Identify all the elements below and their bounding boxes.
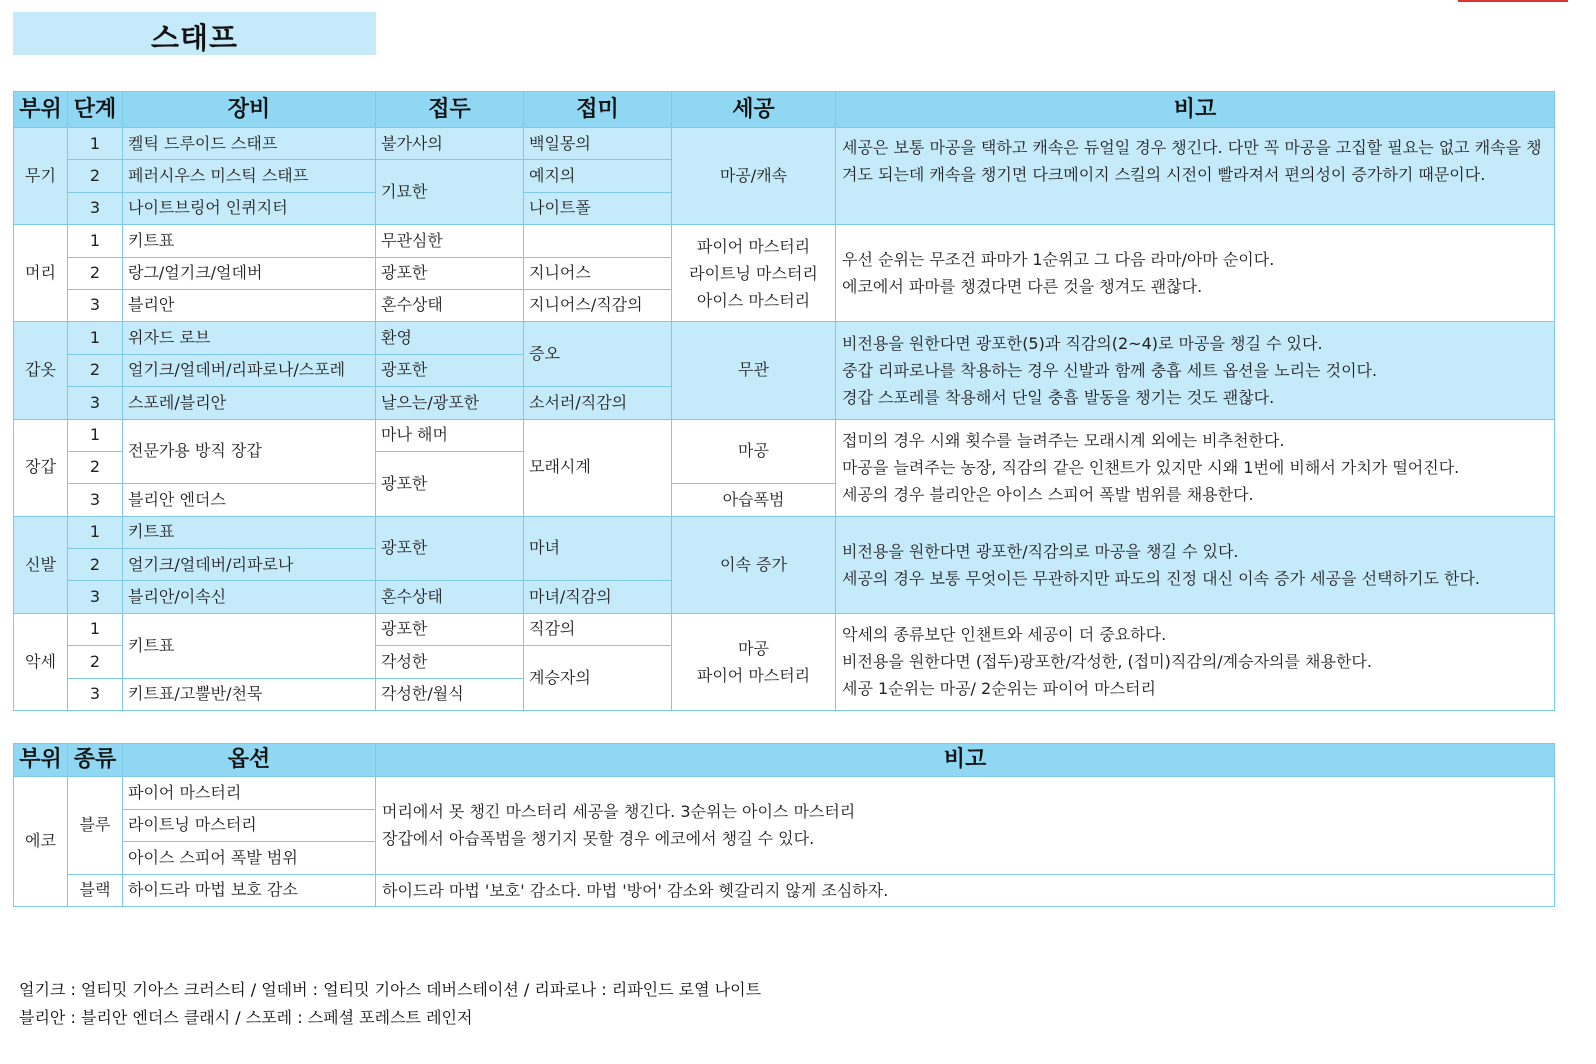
note-cell: 하이드라 마법 '보호' 감소다. 마법 '방어' 감소와 헷갈리지 않게 조심하자. bbox=[376, 874, 1555, 907]
prefix-cell: 혼수상태 bbox=[376, 581, 524, 613]
note-cell: 세공은 보통 마공을 택하고 캐속은 듀얼일 경우 챙긴다. 다만 꼭 마공을 고집할 필요는 없고 캐속을 챙겨도 되는데 캐속을 챙기면 다크메이지 스킬의 시전이 빨라져서 편의성이 증가하기 때문이다. bbox=[836, 128, 1555, 225]
stage-cell: 3 bbox=[68, 484, 123, 516]
table-row bbox=[14, 777, 1555, 810]
prefix-cell: 환영 bbox=[376, 322, 524, 354]
stage-cell: 2 bbox=[68, 549, 123, 581]
gear-cell: 블리안 bbox=[123, 289, 376, 321]
note-line: 세공의 경우 보통 무엇이든 무관하지만 파도의 진정 대신 이속 증가 세공을 선택하기도 한다. bbox=[842, 568, 1480, 588]
suffix-cell: 마녀/직감의 bbox=[524, 581, 672, 613]
suffix-cell: 증오 bbox=[524, 322, 672, 387]
gear-cell: 위자드 로브 bbox=[123, 322, 376, 354]
reforge-line: 아이스 마스터리 bbox=[696, 290, 811, 310]
stage-cell: 3 bbox=[68, 678, 123, 710]
note-line: 우선 순위는 무조건 파마가 1순위고 그 다음 라마/아마 순이다. bbox=[842, 250, 1275, 270]
header-note: 비고 bbox=[376, 744, 1555, 777]
reforge-cell bbox=[672, 613, 836, 710]
reforge-cell: 이속 증가 bbox=[672, 516, 836, 613]
stage-cell: 3 bbox=[68, 289, 123, 321]
header-prefix: 접두 bbox=[376, 92, 524, 128]
note-cell bbox=[836, 613, 1555, 710]
prefix-cell: 각성한 bbox=[376, 646, 524, 678]
part-cell-gloves: 장갑 bbox=[14, 419, 68, 516]
header-reforge: 세공 bbox=[672, 92, 836, 128]
table-row bbox=[14, 613, 1555, 645]
gear-cell: 키트표 bbox=[123, 225, 376, 257]
stage-cell: 3 bbox=[68, 387, 123, 419]
stage-cell: 2 bbox=[68, 257, 123, 289]
header-option: 옵션 bbox=[123, 744, 376, 777]
prefix-cell: 광포한 bbox=[376, 451, 524, 516]
note-line: 비전용을 원한다면 광포한(5)과 직감의(2~4)로 마공을 챙길 수 있다. bbox=[842, 333, 1323, 353]
gear-cell: 켈틱 드루이드 스태프 bbox=[123, 128, 376, 160]
part-cell-shoes: 신발 bbox=[14, 516, 68, 613]
header-stage: 단계 bbox=[68, 92, 123, 128]
gear-cell: 키트표 bbox=[123, 516, 376, 548]
title-banner bbox=[13, 12, 376, 55]
gear-cell: 얼기크/얼데버/리파로나 bbox=[123, 549, 376, 581]
gear-cell: 스포레/블리안 bbox=[123, 387, 376, 419]
prefix-cell: 각성한/월식 bbox=[376, 678, 524, 710]
note-line: 비전용을 원한다면 광포한/직감의로 마공을 챙길 수 있다. bbox=[842, 541, 1239, 561]
header-part: 부위 bbox=[14, 744, 68, 777]
option-cell: 아이스 스피어 폭발 범위 bbox=[123, 842, 376, 875]
note-line: 에코에서 파마를 챙겼다면 다른 것을 챙겨도 괜찮다. bbox=[842, 277, 1203, 297]
part-cell-echo: 에코 bbox=[14, 777, 68, 907]
suffix-cell: 지니어스/직감의 bbox=[524, 289, 672, 321]
option-cell: 라이트닝 마스터리 bbox=[123, 809, 376, 842]
stage-cell: 1 bbox=[68, 322, 123, 354]
echo-header-row bbox=[14, 744, 1555, 777]
suffix-cell: 계승자의 bbox=[524, 646, 672, 711]
prefix-cell: 무관심한 bbox=[376, 225, 524, 257]
prefix-cell: 불가사의 bbox=[376, 128, 524, 160]
part-cell-accessory: 악세 bbox=[14, 613, 68, 710]
reforge-line: 라이트닝 마스터리 bbox=[689, 263, 818, 283]
note-line: 세공의 경우 블리안은 아이스 스피어 폭발 범위를 채용한다. bbox=[842, 485, 1254, 505]
table-row bbox=[14, 874, 1555, 907]
reforge-line: 마공 bbox=[738, 638, 769, 658]
echo-table bbox=[13, 743, 1555, 907]
gear-cell: 나이트브링어 인퀴지터 bbox=[123, 192, 376, 224]
header-suffix: 접미 bbox=[524, 92, 672, 128]
note-line: 중갑 리파로나를 착용하는 경우 신발과 함께 충흡 세트 옵션을 노리는 것이다. bbox=[842, 360, 1378, 380]
header-gear: 장비 bbox=[123, 92, 376, 128]
prefix-cell: 광포한 bbox=[376, 354, 524, 386]
suffix-cell bbox=[524, 225, 672, 257]
note-line: 접미의 경우 시왜 횟수를 늘려주는 모래시계 외에는 비추천한다. bbox=[842, 431, 1285, 451]
header-type: 종류 bbox=[68, 744, 123, 777]
prefix-cell: 광포한 bbox=[376, 613, 524, 645]
prefix-cell: 광포한 bbox=[376, 257, 524, 289]
type-cell: 블랙 bbox=[68, 874, 123, 907]
stage-cell: 3 bbox=[68, 581, 123, 613]
part-cell-head: 머리 bbox=[14, 225, 68, 322]
reforge-cell: 아습폭범 bbox=[672, 484, 836, 516]
stage-cell: 1 bbox=[68, 613, 123, 645]
reforge-cell: 마공/캐속 bbox=[672, 128, 836, 225]
footnote-line: 얼기크 : 얼티밋 기아스 크러스티 / 얼데버 : 얼티밋 기아스 데버스테이션 / 리파로나 : 리파인드 로열 나이트 bbox=[19, 980, 762, 999]
stage-cell: 1 bbox=[68, 225, 123, 257]
stage-cell: 1 bbox=[68, 419, 123, 451]
table-row bbox=[14, 128, 1555, 160]
reforge-cell: 무관 bbox=[672, 322, 836, 419]
note-cell bbox=[836, 225, 1555, 322]
note-cell bbox=[376, 777, 1555, 875]
note-line: 세공 1순위는 마공/ 2순위는 파이어 마스터리 bbox=[842, 679, 1156, 699]
table-row bbox=[14, 225, 1555, 257]
part-cell-weapon: 무기 bbox=[14, 128, 68, 225]
suffix-cell: 마녀 bbox=[524, 516, 672, 581]
stage-cell: 3 bbox=[68, 192, 123, 224]
reforge-cell: 마공 bbox=[672, 419, 836, 484]
note-line: 머리에서 못 챙긴 마스터리 세공을 챙긴다. 3순위는 아이스 마스터리 bbox=[382, 802, 856, 822]
option-cell: 파이어 마스터리 bbox=[123, 777, 376, 810]
header-note: 비고 bbox=[836, 92, 1555, 128]
suffix-cell: 백일몽의 bbox=[524, 128, 672, 160]
prefix-cell: 혼수상태 bbox=[376, 289, 524, 321]
equipment-header-row bbox=[14, 92, 1555, 128]
stage-cell: 1 bbox=[68, 128, 123, 160]
table-row bbox=[14, 419, 1555, 451]
equipment-table bbox=[13, 91, 1555, 711]
suffix-cell: 소서러/직감의 bbox=[524, 387, 672, 419]
header-part: 부위 bbox=[14, 92, 68, 128]
note-line: 장갑에서 아습폭범을 챙기지 못할 경우 에코에서 챙길 수 있다. bbox=[382, 829, 815, 849]
note-line: 마공을 늘려주는 농장, 직감의 같은 인챈트가 있지만 시왜 1번에 비해서 가치가 떨어진다. bbox=[842, 458, 1460, 478]
suffix-cell: 모래시계 bbox=[524, 419, 672, 516]
note-cell bbox=[836, 322, 1555, 419]
type-cell: 블루 bbox=[68, 777, 123, 875]
note-line: 악세의 종류보단 인챈트와 세공이 더 중요하다. bbox=[842, 625, 1167, 645]
prefix-cell: 마나 해머 bbox=[376, 419, 524, 451]
reforge-line: 파이어 마스터리 bbox=[696, 236, 811, 256]
table-row bbox=[14, 322, 1555, 354]
option-cell: 하이드라 마법 보호 감소 bbox=[123, 874, 376, 907]
stage-cell: 2 bbox=[68, 646, 123, 678]
footnote-line: 블리안 : 블리안 엔더스 클래시 / 스포레 : 스페셜 포레스트 레인저 bbox=[19, 1008, 473, 1027]
gear-cell: 페러시우스 미스틱 스태프 bbox=[123, 160, 376, 192]
reforge-cell bbox=[672, 225, 836, 322]
suffix-cell: 직감의 bbox=[524, 613, 672, 645]
note-line: 경갑 스포레를 착용해서 단일 충흡 발동을 챙기는 것도 괜찮다. bbox=[842, 387, 1275, 407]
gear-cell: 전문가용 방직 장갑 bbox=[123, 419, 376, 484]
note-cell bbox=[836, 419, 1555, 516]
prefix-cell: 광포한 bbox=[376, 516, 524, 581]
table-row bbox=[14, 516, 1555, 548]
gear-cell: 얼기크/얼데버/리파로나/스포레 bbox=[123, 354, 376, 386]
reforge-line: 파이어 마스터리 bbox=[696, 665, 811, 685]
gear-cell: 키트표/고뿔반/천묵 bbox=[123, 678, 376, 710]
gear-cell: 블리안 엔더스 bbox=[123, 484, 376, 516]
prefix-cell: 날으는/광포한 bbox=[376, 387, 524, 419]
suffix-cell: 예지의 bbox=[524, 160, 672, 192]
prefix-cell: 기묘한 bbox=[376, 160, 524, 225]
page-title: 스태프 bbox=[150, 21, 239, 55]
gear-cell: 랑그/얼기크/얼데버 bbox=[123, 257, 376, 289]
suffix-cell: 나이트폴 bbox=[524, 192, 672, 224]
note-line: 비전용을 원한다면 (접두)광포한/각성한, (접미)직감의/계승자의를 채용한다. bbox=[842, 652, 1372, 672]
part-cell-armor: 갑옷 bbox=[14, 322, 68, 419]
stage-cell: 2 bbox=[68, 160, 123, 192]
stage-cell: 2 bbox=[68, 451, 123, 483]
gear-cell: 키트표 bbox=[123, 613, 376, 678]
suffix-cell: 지니어스 bbox=[524, 257, 672, 289]
stage-cell: 1 bbox=[68, 516, 123, 548]
top-right-accent-line bbox=[1458, 0, 1568, 2]
gear-cell: 블리안/이속신 bbox=[123, 581, 376, 613]
note-cell bbox=[836, 516, 1555, 613]
stage-cell: 2 bbox=[68, 354, 123, 386]
